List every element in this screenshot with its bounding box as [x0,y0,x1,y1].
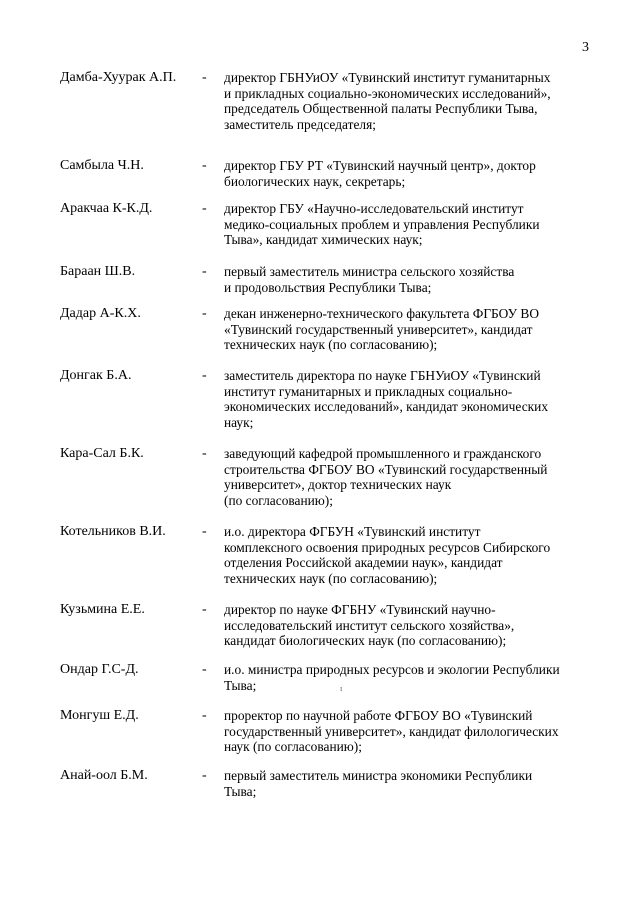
member-name: Аракчаа К-К.Д. [60,201,153,216]
member-role: директор ГБУ РТ «Тувинский научный центр», доктор биологических наук, секретарь; [224,158,536,189]
dash-separator: - [202,264,207,279]
stray-mark: ɪ [340,684,343,693]
member-role: первый заместитель министра экономики Республики Тыва; [224,768,533,799]
dash-separator: - [202,446,207,461]
dash-separator: - [202,524,207,539]
member-role: директор ГБНУиОУ «Тувинский институт гуманитарных и прикладных социально-экономических исследований», председатель Общественной палаты Республики Тыва, заместитель председателя; [224,70,551,132]
member-role: директор ГБУ «Научно-исследовательский институт медико-социальных проблем и управления Республики Тыва», кандидат химических наук; [224,201,540,248]
member-name: Донгак Б.А. [60,368,132,383]
dash-separator: - [202,158,207,173]
member-name: Монгуш Е.Д. [60,708,139,723]
dash-separator: - [202,708,207,723]
dash-separator: - [202,662,207,677]
dash-separator: - [202,602,207,617]
member-name: Котельников В.И. [60,524,166,539]
member-role: директор по науке ФГБНУ «Тувинский научно- исследовательский институт сельского хозяйства», кандидат биологических наук (по согласованию); [224,602,515,649]
dash-separator: - [202,768,207,783]
dash-separator: - [202,306,207,321]
member-role: заведующий кафедрой промышленного и гражданского строительства ФГБОУ ВО «Тувинский государственный университет», доктор технических наук (по согласованию); [224,446,548,508]
member-name: Самбыла Ч.Н. [60,158,144,173]
member-role: и.о. министра природных ресурсов и экологии Республики Тыва; [224,662,560,693]
member-role: и.о. директора ФГБУН «Тувинский институт комплексного освоения природных ресурсов Сибирского отделения Российской академии наук», кандидат технических наук (по согласованию); [224,524,551,586]
member-name: Бараан Ш.В. [60,264,136,279]
dash-separator: - [202,201,207,216]
member-name: Ондар Г.С-Д. [60,662,139,677]
member-name: Дамба-Хуурак А.П. [60,70,177,85]
member-name: Кузьмина Е.Е. [60,602,145,617]
dash-separator: - [202,70,207,85]
member-name: Анай-оол Б.М. [60,768,148,783]
page-number: 3 [582,40,589,55]
member-name: Кара-Сал Б.К. [60,446,144,461]
member-role: декан инженерно-технического факультета ФГБОУ ВО «Тувинский государственный университет», кандидат технических наук (по согласованию); [224,306,540,353]
dash-separator: - [202,368,207,383]
member-role: проректор по научной работе ФГБОУ ВО «Тувинский государственный университет», кандидат филологических наук (по согласованию); [224,708,559,755]
member-name: Дадар А-К.Х. [60,306,141,321]
member-role: заместитель директора по науке ГБНУиОУ «Тувинский институт гуманитарных и прикладных социально- экономических исследований», кандидат экономических наук; [224,368,549,430]
member-role: первый заместитель министра сельского хозяйства и продовольствия Республики Тыва; [224,264,515,295]
